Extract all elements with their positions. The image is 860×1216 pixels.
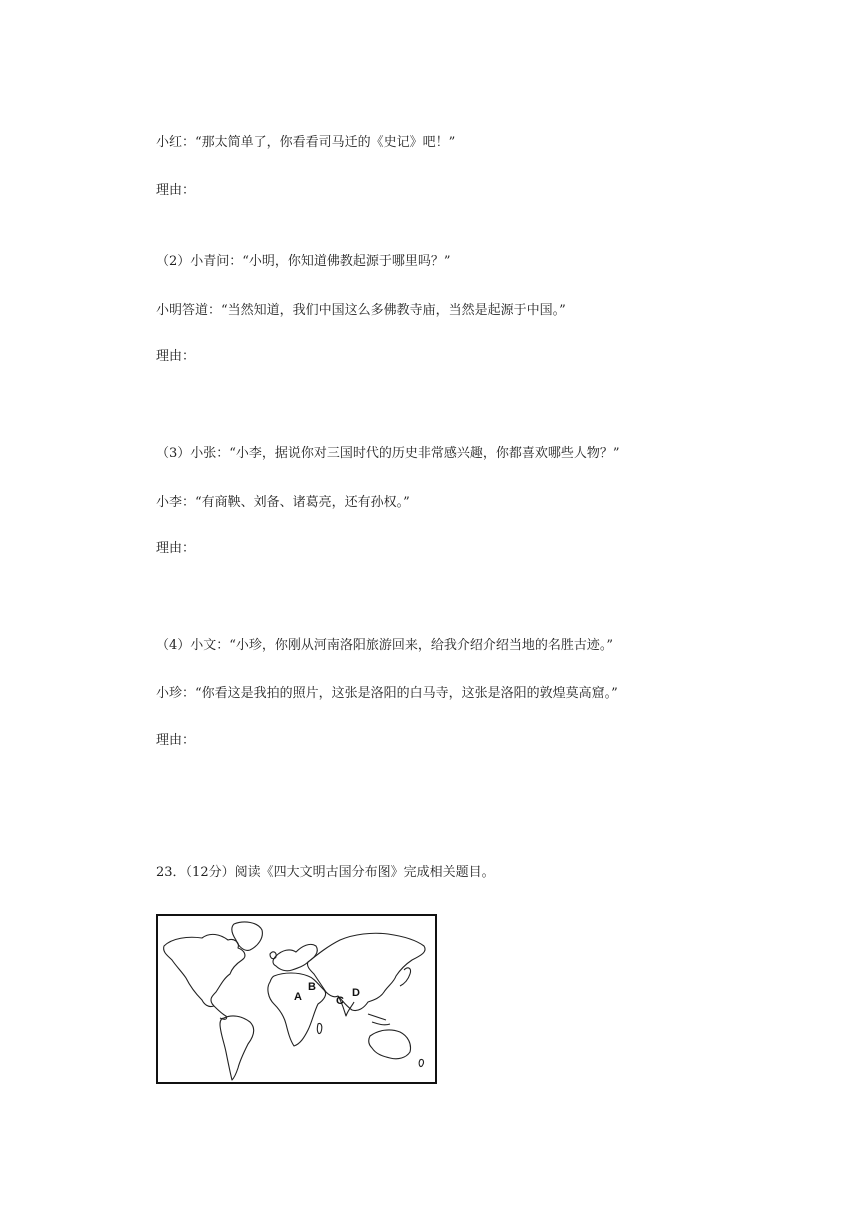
asia-outline [307,933,425,1010]
map-label-c: C [336,995,344,1007]
question-4: （4）小文：“小珍，你刚从河南洛阳旅游回来，给我介绍介绍当地的名胜古迹。” [156,638,614,653]
japan-outline [400,968,411,986]
reason-label-1: 理由： [156,183,196,198]
madagascar-outline [317,1023,321,1033]
dialogue-xiaoming: 小明答道：“当然知道，我们中国这么多佛教寺庙，当然是起源于中国。” [156,303,566,318]
reason-label-2: 理由： [156,349,196,364]
islands-outline [368,1014,390,1025]
dialogue-xiaoli: 小李：“有商鞅、刘备、诸葛亮，还有孙权。” [156,495,410,510]
world-map [158,916,435,1082]
dialogue-xiaohong: 小红：“那太简单了，你看看司马迁的《史记》吧！” [156,135,456,150]
reason-label-3: 理由： [156,541,196,556]
question-3: （3）小张：“小李，据说你对三国时代的历史非常感兴趣，你都喜欢哪些人物？” [156,446,620,461]
new-zealand-outline [419,1059,423,1066]
north-america-outline [164,934,245,1006]
dialogue-xiaozhen: 小珍：“你看这是我拍的照片，这张是洛阳的白马寺，这张是洛阳的敦煌莫高窟。” [156,686,618,701]
greenland-outline [232,922,263,950]
south-america-outline [220,1016,254,1080]
map-label-a: A [294,991,302,1003]
europe-outline [273,944,317,970]
uk-outline [270,952,276,959]
africa-outline [268,973,326,1046]
reason-label-4: 理由： [156,733,196,748]
question-2: （2）小青问：“小明，你知道佛教起源于哪里吗？” [156,254,451,269]
question-23: 23．（12分）阅读《四大文明古国分布图》完成相关题目。 [156,865,495,880]
world-map-figure [156,914,437,1084]
map-label-b: B [308,981,316,993]
australia-outline [369,1030,411,1059]
map-label-d: D [352,987,360,999]
